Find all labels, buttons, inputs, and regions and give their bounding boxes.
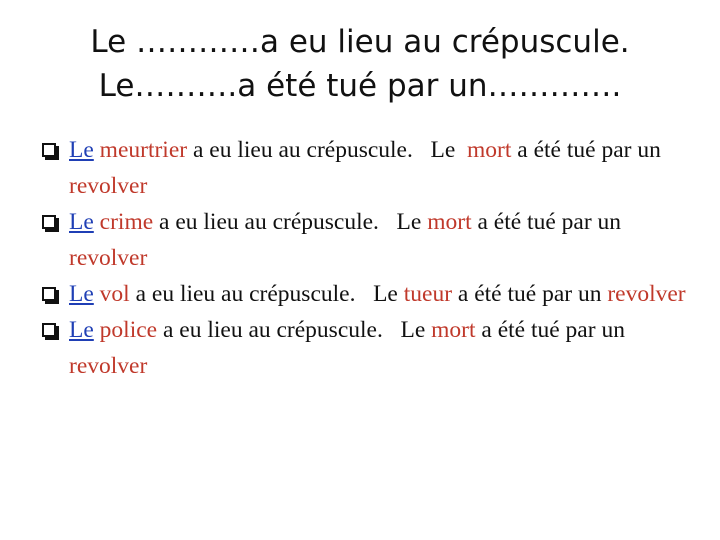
option-4-mid: a eu lieu au crépuscule. Le — [157, 317, 432, 343]
option-3-noun2: tueur — [403, 281, 453, 307]
option-1-noun2: mort — [467, 137, 512, 163]
option-1-article: Le — [69, 137, 94, 163]
option-2-noun2: mort — [427, 209, 472, 235]
option-1-noun1: meurtrier — [99, 137, 188, 163]
title-line-2: Le……….a été tué par un…………. — [98, 68, 622, 104]
option-2-noun1: crime — [99, 209, 154, 235]
option-4-noun1: police — [99, 317, 158, 343]
option-3-noun1: vol — [99, 281, 130, 307]
option-4[interactable] — [42, 312, 692, 384]
option-3[interactable] — [42, 276, 692, 312]
option-2[interactable] — [42, 204, 692, 276]
answer-options — [42, 132, 692, 384]
option-1-mid2: a été tué par un — [511, 137, 667, 163]
option-3-weapon: revolver — [607, 281, 686, 307]
option-1-mid: a eu lieu au crépuscule. Le — [187, 137, 468, 163]
checkbox-bullet-icon — [42, 323, 56, 337]
option-1[interactable] — [42, 132, 692, 204]
option-3-mid: a eu lieu au crépuscule. Le — [129, 281, 404, 307]
option-2-article: Le — [69, 209, 94, 235]
slide-title — [0, 20, 720, 108]
option-4-article: Le — [69, 317, 94, 343]
checkbox-bullet-icon — [42, 287, 56, 301]
option-4-weapon: revolver — [69, 353, 148, 379]
option-4-mid2: a été tué par un — [475, 317, 631, 343]
option-3-article: Le — [69, 281, 94, 307]
option-2-weapon: revolver — [69, 245, 148, 271]
option-2-mid: a eu lieu au crépuscule. Le — [153, 209, 428, 235]
option-3-mid2: a été tué par un — [452, 281, 608, 307]
option-1-weapon: revolver — [69, 173, 148, 199]
checkbox-bullet-icon — [42, 143, 56, 157]
title-line-1: Le …………a eu lieu au crépuscule. — [90, 24, 630, 60]
option-2-mid2: a été tué par un — [471, 209, 627, 235]
option-4-noun2: mort — [431, 317, 476, 343]
checkbox-bullet-icon — [42, 215, 56, 229]
